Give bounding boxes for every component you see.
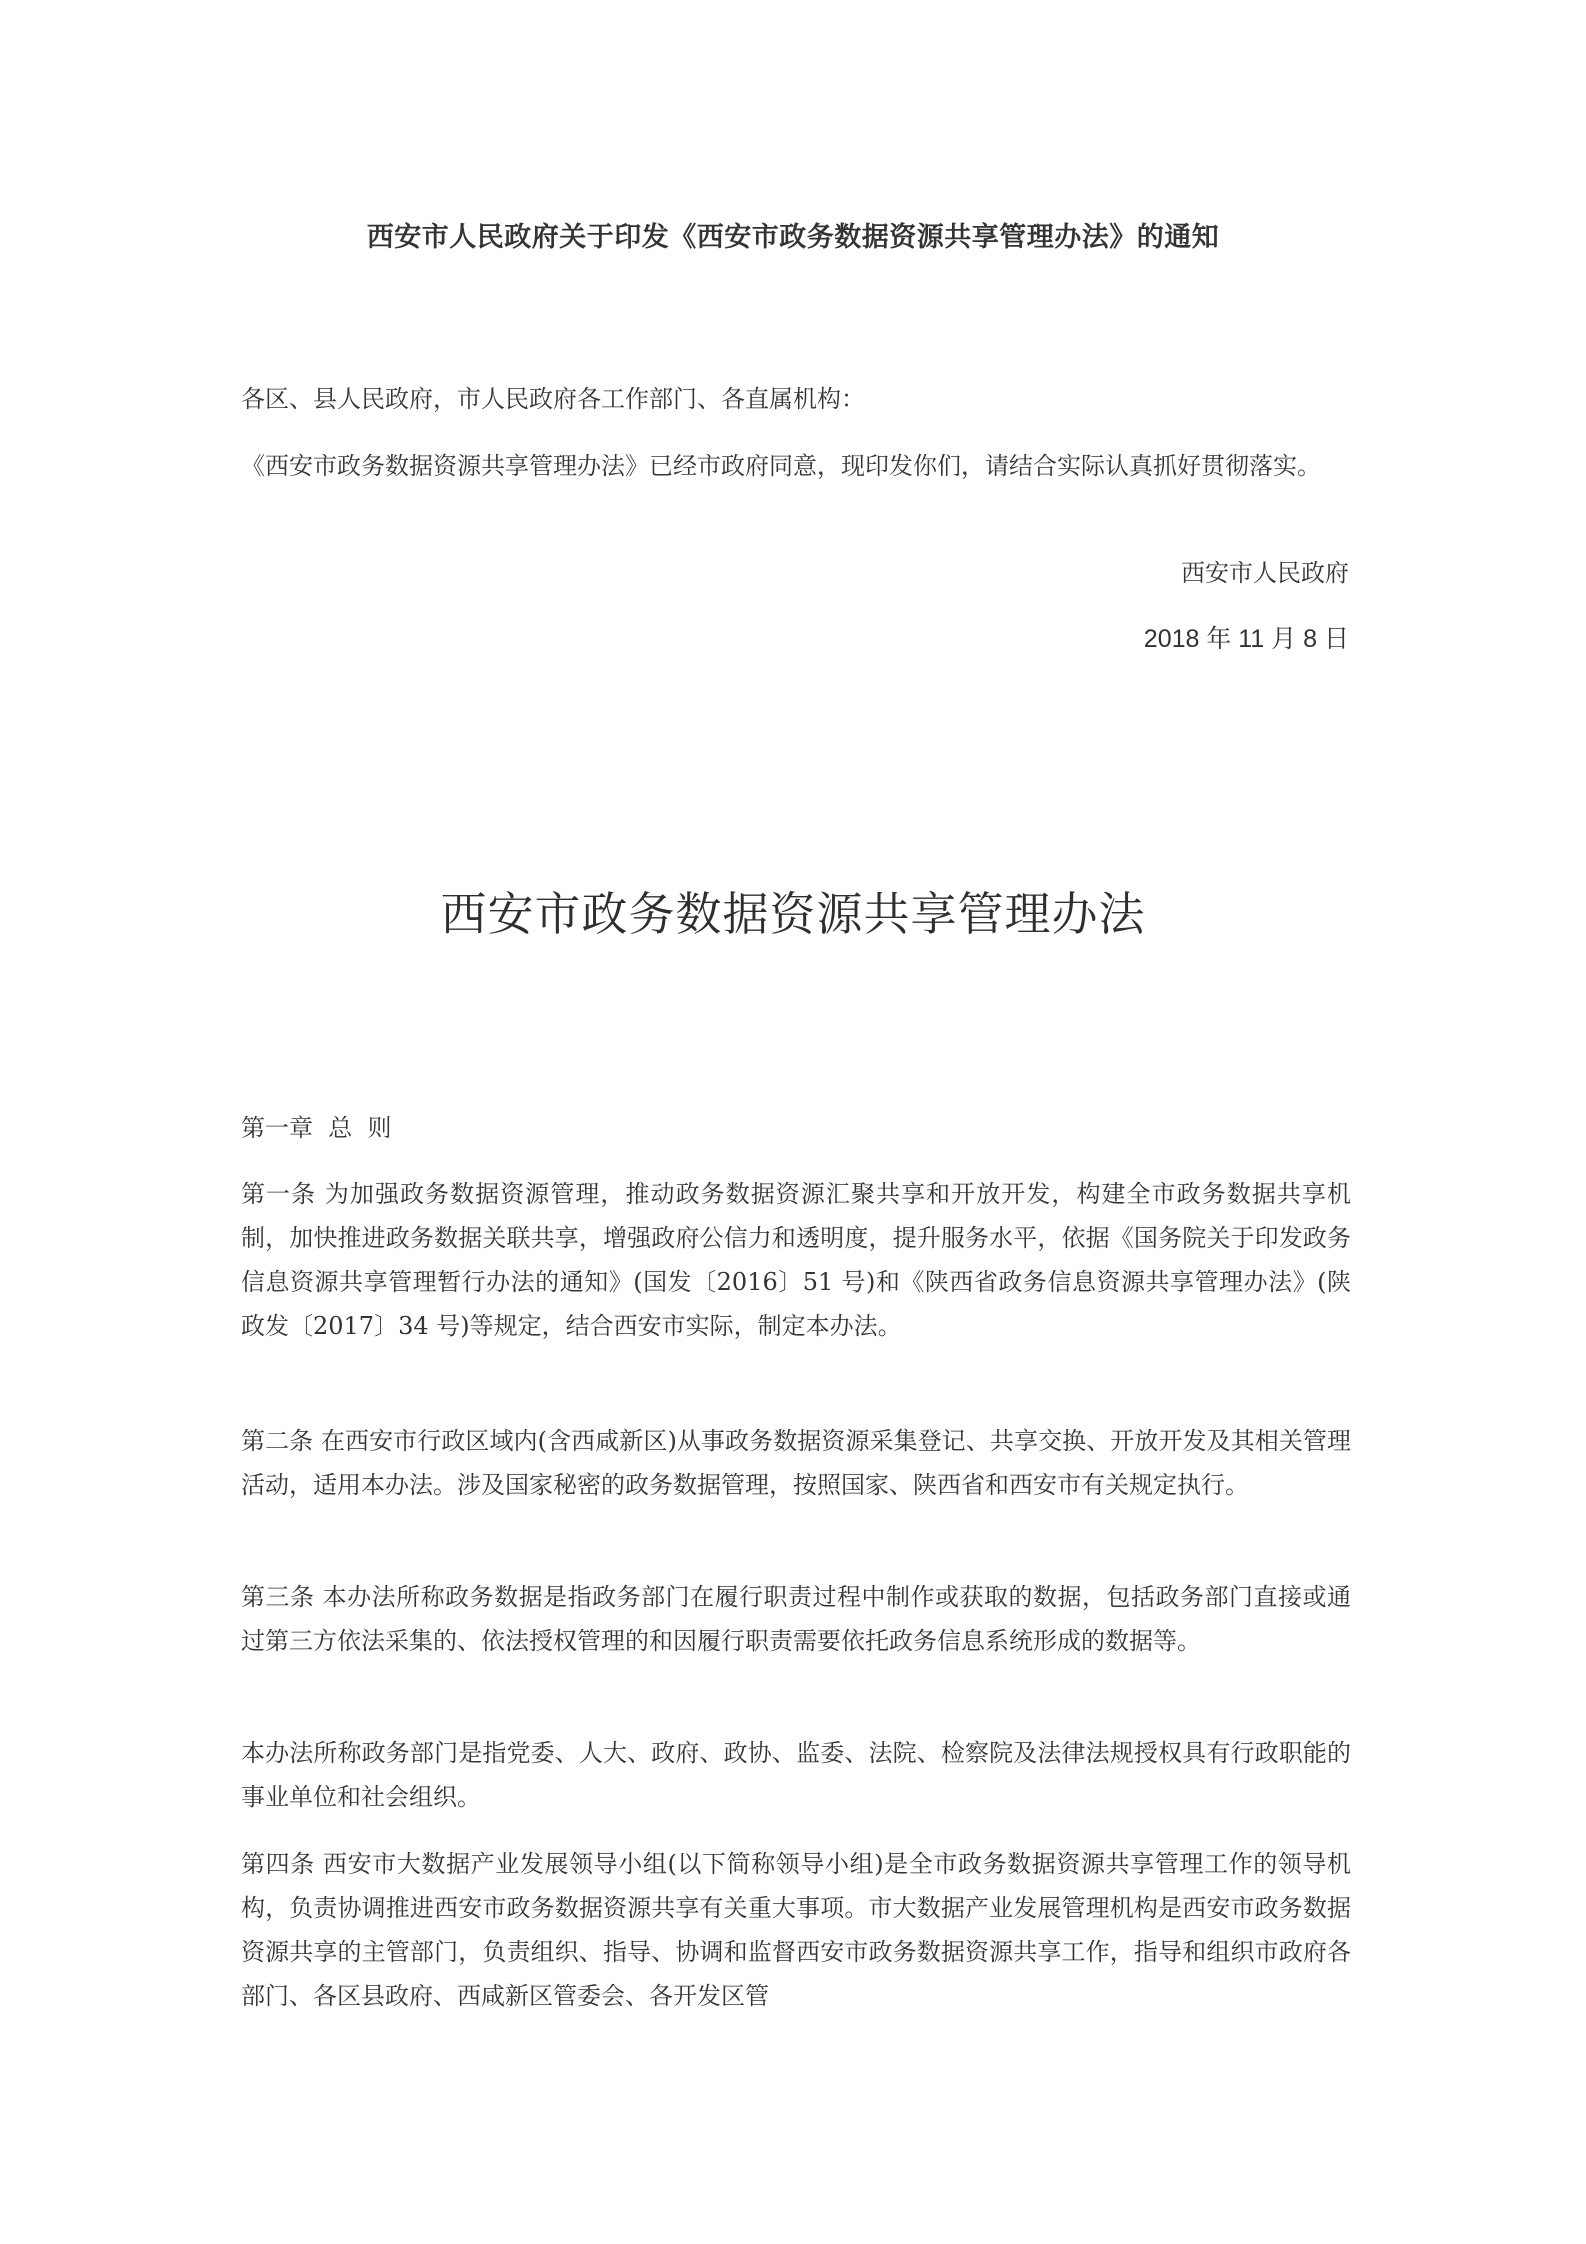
notice-body: 《西安市政务数据资源共享管理办法》已经市政府同意，现印发你们，请结合实际认真抓好贯彻落实。 <box>241 452 1321 480</box>
article-4: 第四条 西安市大数据产业发展领导小组(以下简称领导小组)是全市政务数据资源共享管理工作的领导机构，负责协调推进西安市政务数据资源共享有关重大事项。市大数据产业发展管理机构是西安市政务数据资源共享的主管部门，负责组织、指导、协调和监督西安市政务数据资源共享工作，指导和组织市政府各部门、各区县政府、西咸新区管委会、各开发区管 <box>241 1850 1351 2010</box>
signature-date: 2018 年 11 月 8 日 <box>1143 625 1349 653</box>
signature-organization: 西安市人民政府 <box>1181 559 1349 587</box>
regulation-title: 西安市政务数据资源共享管理办法 <box>440 887 1146 941</box>
article-3: 第三条 本办法所称政务数据是指政务部门在履行职责过程中制作或获取的数据，包括政务部门直接或通过第三方依法采集的、依法授权管理的和因履行职责需要依托政务信息系统形成的数据等。 <box>241 1583 1351 1655</box>
article-3-definition: 本办法所称政务部门是指党委、人大、政府、政协、监委、法院、检察院及法律法规授权具有行政职能的事业单位和社会组织。 <box>241 1739 1351 1811</box>
notice-addressee: 各区、县人民政府，市人民政府各工作部门、各直属机构： <box>241 385 865 413</box>
article-2: 第二条 在西安市行政区域内(含西咸新区)从事政务数据资源采集登记、共享交换、开放开发及其相关管理活动，适用本办法。涉及国家秘密的政务数据管理，按照国家、陕西省和西安市有关规定执行。 <box>241 1427 1351 1499</box>
article-1: 第一条 为加强政务数据资源管理，推动政务数据资源汇聚共享和开放开发，构建全市政务数据共享机制，加快推进政务数据关联共享，增强政府公信力和透明度，提升服务水平，依据《国务院关于印发政务信息资源共享管理暂行办法的通知》(国发〔2016〕51 号)和《陕西省政务信息资源共享管理办法》(陕政发〔2017〕34 号)等规定，结合西安市实际，制定本办法。 <box>241 1180 1351 1340</box>
notice-title: 西安市人民政府关于印发《西安市政务数据资源共享管理办法》的通知 <box>366 222 1220 253</box>
chapter-heading: 第一章 总 则 <box>241 1114 392 1142</box>
